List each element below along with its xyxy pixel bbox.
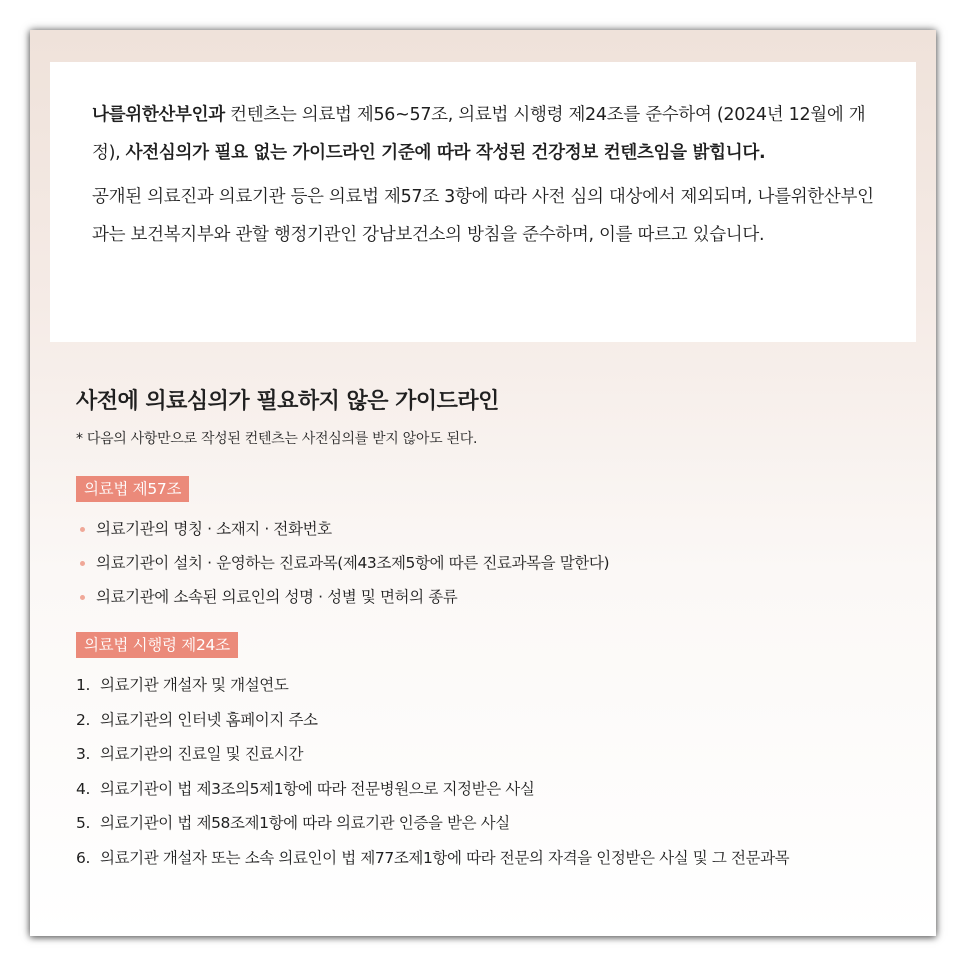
- list-item: [76, 806, 916, 841]
- guideline-section: [76, 386, 916, 875]
- item-number: 5.: [76, 814, 90, 832]
- item-number: 6.: [76, 848, 90, 867]
- section-tag-enforcement-decree-24: 의료법 시행령 제24조: [76, 632, 238, 658]
- item-number: 2.: [76, 710, 90, 729]
- notice-paragraph-2: 공개된 의료진과 의료기관 등은 의료법 제57조 3항에 따라 사전 심의 대상에서 제외되며, 나를위한산부인과는 보건복지부와 관할 행정기관인 강남보건소의 방침을 준수하며, 이를 따르고 있습니다.: [92, 187, 874, 245]
- list-item: [76, 546, 916, 580]
- item-number: 1.: [76, 676, 90, 694]
- list-item: [76, 772, 916, 807]
- document-frame: [30, 30, 936, 936]
- item-number: 4.: [76, 779, 90, 798]
- compliance-notice: [50, 62, 916, 342]
- bullet-dot-icon: [80, 561, 85, 566]
- list-item: [76, 668, 916, 703]
- bullet-dot-icon: [80, 595, 85, 600]
- list-item-text: 의료기관이 법 제58조제1항에 따라 의료기관 인증을 받은 사실: [100, 814, 510, 832]
- list-item-text: 의료기관 개설자 및 개설연도: [100, 676, 289, 694]
- list-item: [76, 737, 916, 772]
- list-item: [76, 841, 916, 876]
- list-item-text: 의료기관이 설치 · 운영하는 진료과목(제43조제5항에 따른 진료과목을 말한다): [96, 554, 610, 572]
- section-tag-medical-law-57: 의료법 제57조: [76, 476, 189, 502]
- list-item-text: 의료기관에 소속된 의료인의 성명 · 성별 및 면허의 종류: [96, 588, 458, 606]
- notice-paragraph-1: [92, 96, 874, 172]
- list-item: [76, 512, 916, 546]
- bullet-list: [76, 512, 916, 614]
- list-item-text: 의료기관이 법 제3조의5제1항에 따라 전문병원으로 지정받은 사실: [100, 779, 535, 798]
- list-item: [76, 580, 916, 614]
- item-number: 3.: [76, 745, 90, 763]
- guideline-note: * 다음의 사항만으로 작성된 컨텐츠는 사전심의를 받지 않아도 된다.: [76, 431, 478, 447]
- bullet-dot-icon: [80, 527, 85, 532]
- list-item-text: 의료기관의 인터넷 홈페이지 주소: [100, 710, 318, 729]
- notice-emphasis: 사전심의가 필요 없는 가이드라인 기준에 따라 작성된 건강정보 컨텐츠임을 밝힙니다.: [125, 143, 766, 163]
- numbered-list: [76, 668, 916, 875]
- notice-text: 컨텐츠는 의료법 제56~57조, 의료법 시행령 제24조를 준수하여 (2024년 12월에 개정),: [92, 105, 866, 163]
- list-item: [76, 703, 916, 738]
- clinic-name: 나를위한산부인과: [92, 105, 225, 125]
- list-item-text: 의료기관 개설자 또는 소속 의료인이 법 제77조제1항에 따라 전문의 자격을 인정받은 사실 및 그 전문과목: [100, 848, 790, 867]
- list-item-text: 의료기관의 명칭 · 소재지 · 전화번호: [96, 520, 332, 538]
- list-item-text: 의료기관의 진료일 및 진료시간: [100, 745, 304, 763]
- guideline-title: 사전에 의료심의가 필요하지 않은 가이드라인: [76, 389, 499, 414]
